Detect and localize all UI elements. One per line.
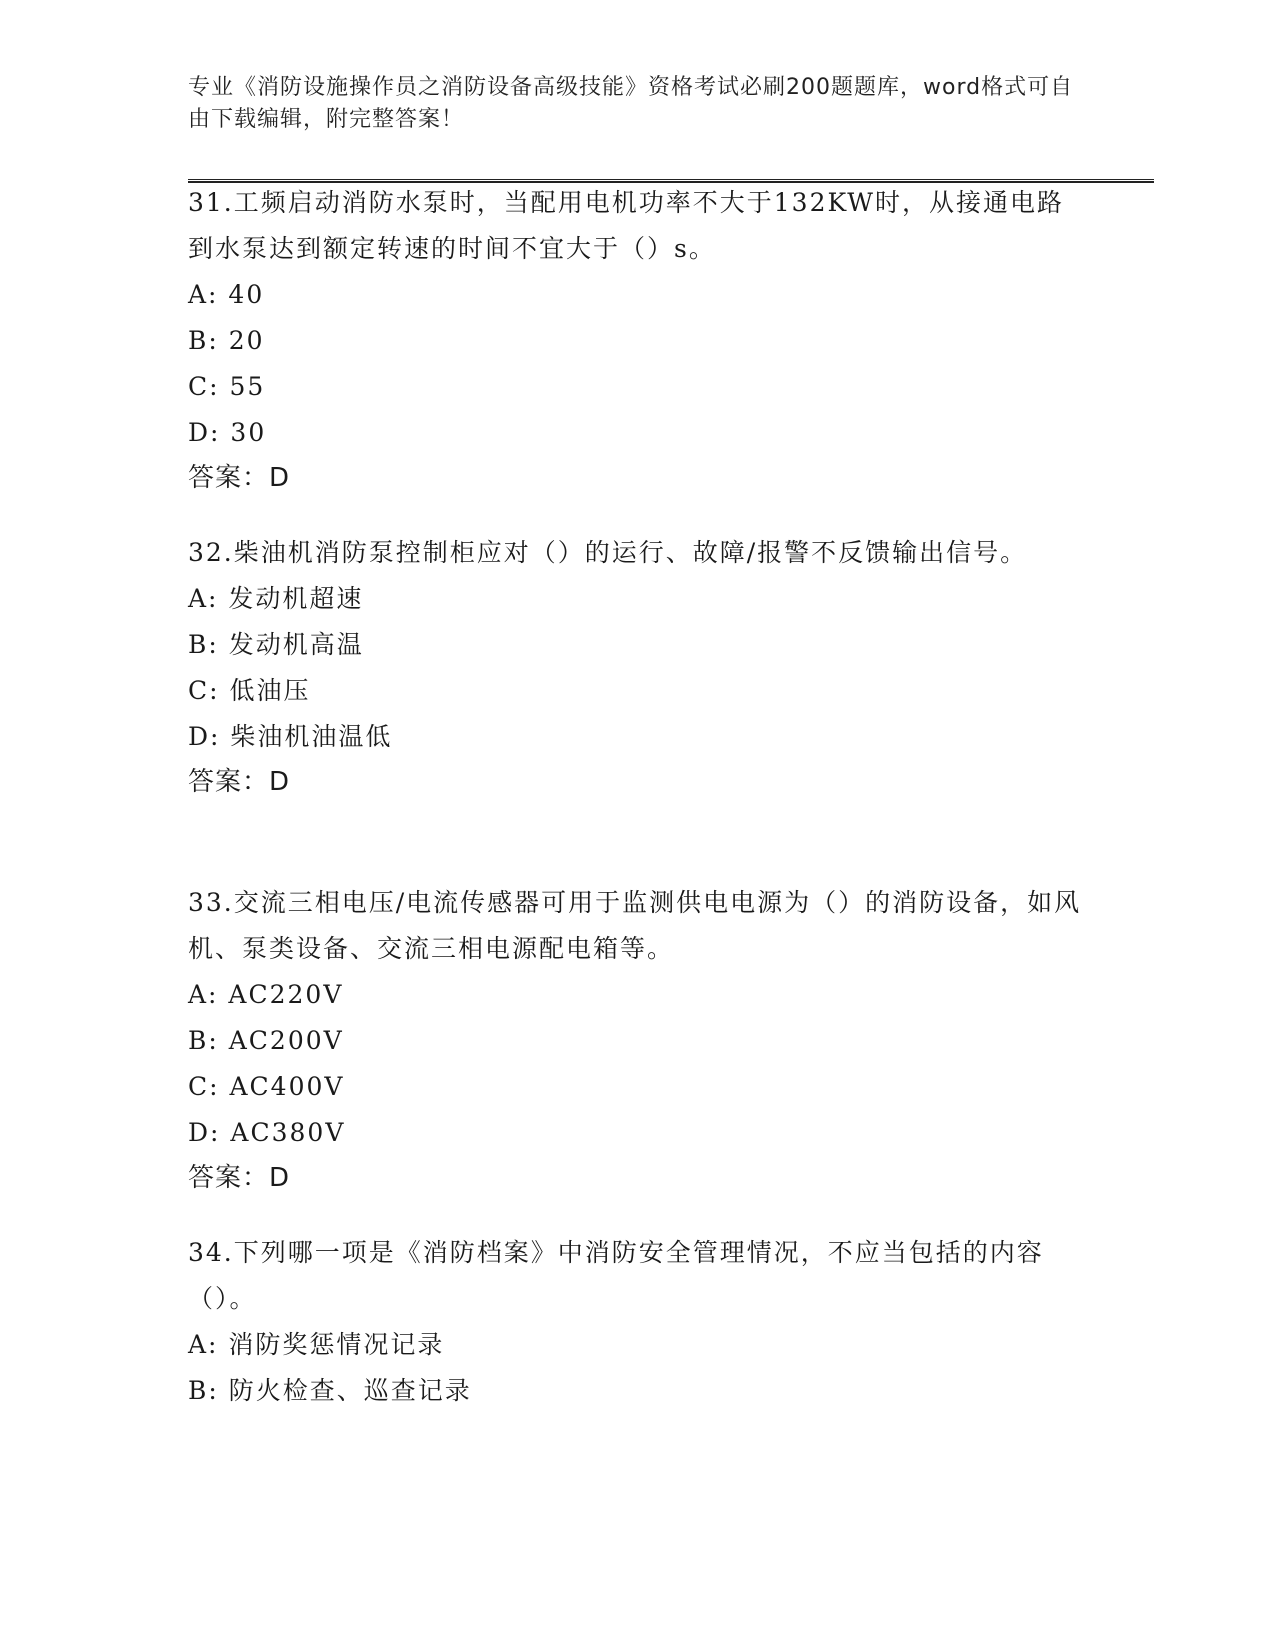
question-32 bbox=[188, 530, 1088, 804]
option-d: D: 柴油机油温低 bbox=[188, 722, 393, 751]
option-c: C: AC400V bbox=[188, 1072, 345, 1101]
option-d: D: 30 bbox=[188, 418, 267, 447]
answer-label: 答案： bbox=[188, 463, 270, 493]
answer-key: D bbox=[269, 767, 291, 797]
question-stem: 33.交流三相电压/电流传感器可用于监测供电电源为（）的消防设备，如风机、泵类设备、交流三相电源配电箱等。 bbox=[188, 888, 1082, 963]
option-b: B: AC200V bbox=[188, 1026, 344, 1055]
option-a: A: AC220V bbox=[188, 980, 344, 1009]
question-34 bbox=[188, 1230, 1088, 1414]
option-a: A: 消防奖惩情况记录 bbox=[188, 1330, 445, 1359]
option-b: B: 20 bbox=[188, 326, 265, 355]
option-c: C: 55 bbox=[188, 372, 266, 401]
option-b: B: 防火检查、巡查记录 bbox=[188, 1376, 472, 1405]
question-stem: 34.下列哪一项是《消防档案》中消防安全管理情况，不应当包括的内容（）。 bbox=[188, 1238, 1044, 1313]
answer-line bbox=[188, 1156, 1088, 1200]
question-stem: 32.柴油机消防泵控制柜应对（）的运行、故障/报警不反馈输出信号。 bbox=[188, 538, 1028, 567]
option-d: D: AC380V bbox=[188, 1118, 346, 1147]
option-a: A: 40 bbox=[188, 280, 265, 309]
answer-line bbox=[188, 456, 1088, 500]
question-31 bbox=[188, 180, 1088, 500]
option-c: C: 低油压 bbox=[188, 676, 311, 705]
question-stem: 31.工频启动消防水泵时，当配用电机功率不大于132KW时，从接通电路到水泵达到额定转速的时间不宜大于（）s。 bbox=[188, 188, 1064, 263]
option-a: A: 发动机超速 bbox=[188, 584, 364, 613]
option-b: B: 发动机高温 bbox=[188, 630, 364, 659]
question-33 bbox=[188, 880, 1088, 1200]
answer-key: D bbox=[269, 463, 291, 493]
answer-label: 答案： bbox=[188, 767, 270, 797]
answer-line bbox=[188, 760, 1088, 804]
answer-label: 答案： bbox=[188, 1163, 270, 1193]
answer-key: D bbox=[269, 1163, 291, 1193]
document-header: 专业《消防设施操作员之消防设备高级技能》资格考试必刷200题题库，word格式可自由下载编辑，附完整答案！ bbox=[188, 75, 1074, 132]
